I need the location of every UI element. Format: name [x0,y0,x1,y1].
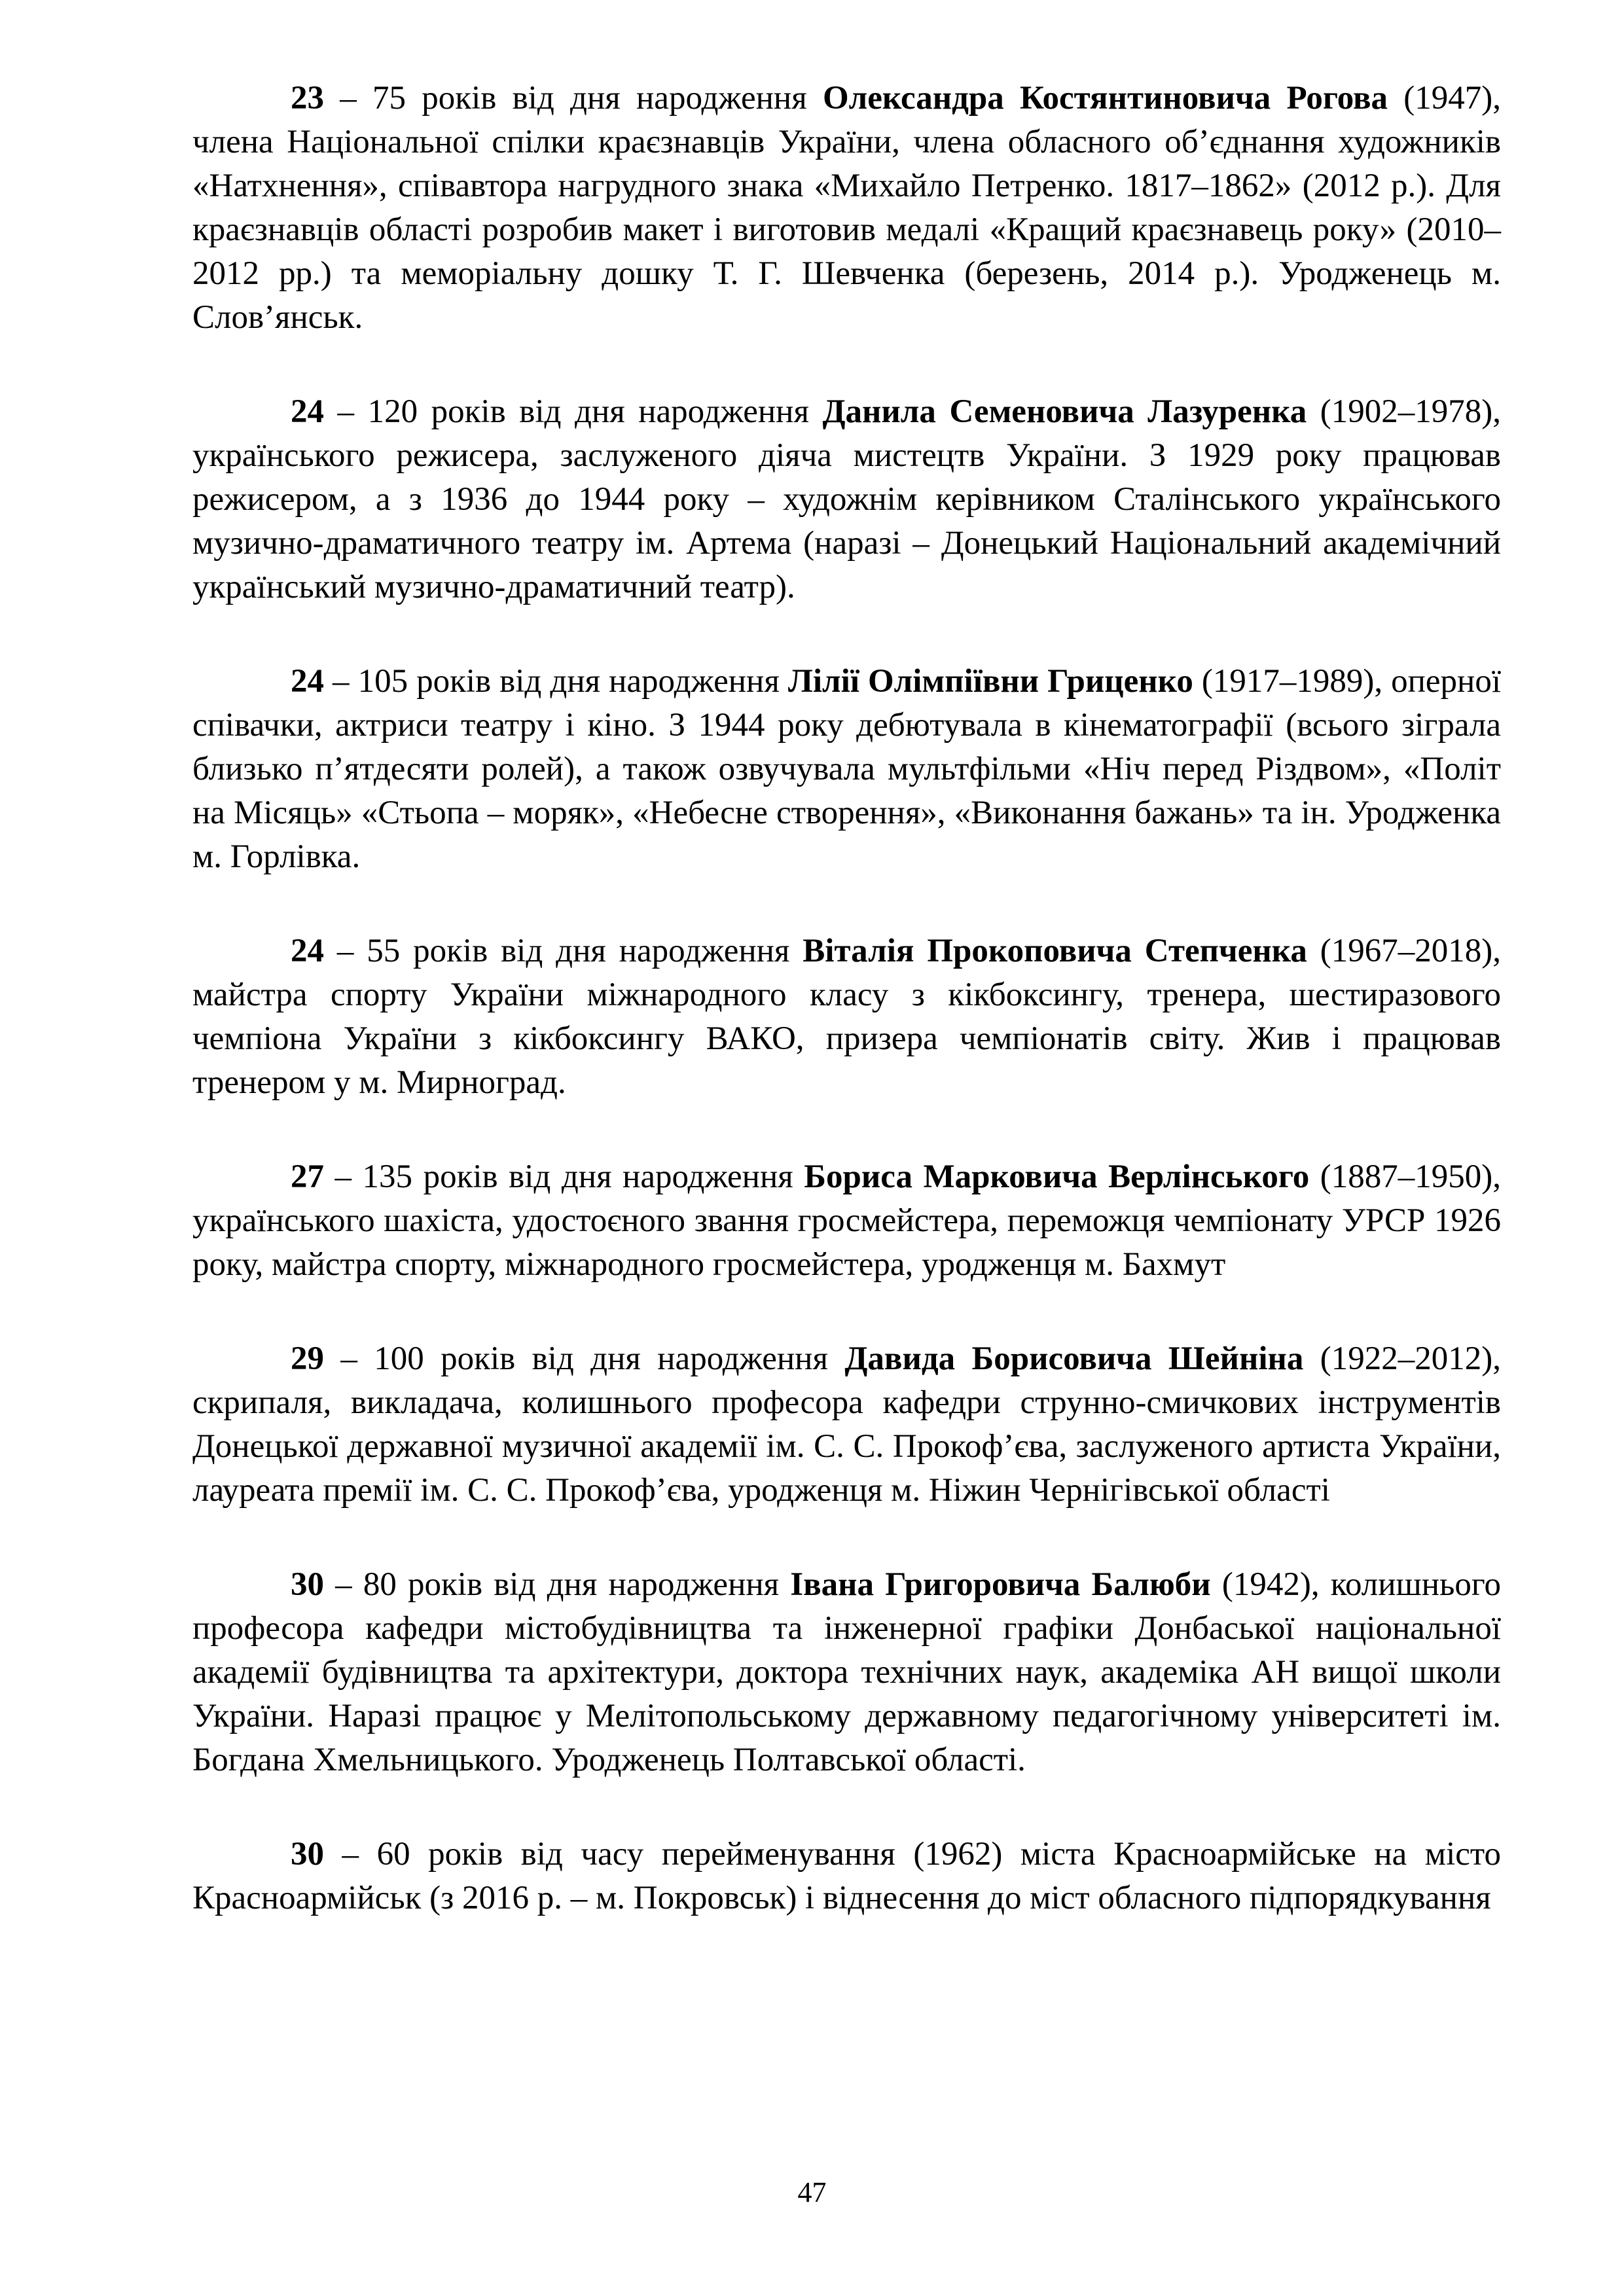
entry-description: (1917–1989), оперної співачки, актриси театру і кіно. З 1944 року дебютувала в кінематографії (всього зіграла близько п’ятдесяти ролей), а також озвучувала мультфільми «Ніч перед Різдвом», «Політ на Місяць» «Стьопа – моряк», «Небесне створення», «Виконання бажань» та ін. Уродженка м. Горлівка. [192,663,1502,875]
entry-person-name: Лілії Олімпіївни Гриценко [787,663,1193,700]
entry-date: 23 [291,80,324,117]
entry-person-name: Олександра Костянтиновича Рогова [822,80,1388,117]
calendar-entry-6 [192,1337,1501,1513]
entry-person-name: Давида Борисовича Шейніна [844,1340,1304,1377]
entry-date: 30 [291,1836,324,1873]
entry-person-name: Данила Семеновича Лазуренка [822,393,1307,430]
entry-date: 29 [291,1340,324,1377]
entry-lead: – 105 років від дня народження [324,663,788,700]
entry-date: 24 [291,663,324,700]
entry-date: 24 [291,933,324,969]
calendar-entry-3 [192,660,1501,879]
entry-description: (1922–2012), скрипаля, викладача, колишнього професора кафедри струнно-смичкових інструментів Донецької державної музичної академії ім. С. С. Прокоф’єва, заслуженого артиста України, лауреата премії ім. С. С. Прокоф’єва, уродженця м. Ніжин Чернігівської області [192,1340,1501,1509]
calendar-entry-5 [192,1155,1501,1287]
entry-lead: – 75 років від дня народження [324,80,823,117]
page-number: 47 [797,2176,827,2208]
calendar-entry-8 [192,1833,1501,1920]
entry-person-name: Бориса Марковича Верлінського [804,1158,1310,1195]
calendar-entry-1 [192,77,1501,340]
entry-date: 30 [291,1566,324,1603]
entry-lead: – 135 років від дня народження [324,1158,804,1195]
entry-description: (1902–1978), українського режисера, заслуженого діяча мистецтв України. З 1929 року працював режисером, а з 1936 до 1944 року – художнім керівником Сталінського українського музично-драматичного театру ім. Артема (наразі – Донецький Національний академічний український музично-драматичний театр). [192,393,1502,605]
entry-lead: – 60 років від часу перейменування (1962) міста Красноармійське на місто Красноармійськ (з 2016 р. – м. Покровськ) і віднесення до міст обласного підпорядкування [192,1836,1501,1916]
entry-description: (1887–1950), українського шахіста, удостоєного звання гросмейстера, переможця чемпіонату УРСР 1926 року, майстра спорту, міжнародного гросмейстера, уродженця м. Бахмут [192,1158,1502,1283]
calendar-entry-7 [192,1563,1501,1782]
entry-description: (1947), члена Національної спілки краєзнавців України, члена обласного об’єднання художників «Натхнення», співавтора нагрудного знака «Михайло Петренко. 1817–1862» (2012 р.). Для краєзнавців області розробив макет і виготовив медалі «Кращий краєзнавець року» (2010–2012 рр.) та меморіальну дошку Т. Г. Шевченка (березень, 2014 р.). Уродженець м. Слов’янськ. [192,80,1502,336]
entry-lead: – 100 років від дня народження [324,1340,845,1377]
calendar-entry-2 [192,390,1501,609]
entry-description: (1942), колишнього професора кафедри містобудівництва та інженерної графіки Донбаської національної академії будівництва та архітектури, доктора технічних наук, академіка АН вищої школи України. Наразі працює у Мелітопольському державному педагогічному університеті ім. Богдана Хмельницького. Уродженець Полтавської області. [192,1566,1501,1778]
calendar-entry-4 [192,929,1501,1105]
entry-lead: – 80 років від дня народження [324,1566,791,1603]
entry-date: 24 [291,393,324,430]
entry-description: (1967–2018), майстра спорту України міжнародного класу з кікбоксингу, тренера, шестиразового чемпіона України з кікбоксингу ВАКО, призера чемпіонатів світу. Жив і працював тренером у м. Мирноград. [192,933,1502,1101]
calendar-entries [192,77,1501,1971]
entry-date: 27 [291,1158,324,1195]
entry-person-name: Віталія Прокоповича Степченка [803,933,1307,969]
entry-lead: – 120 років від дня народження [324,393,823,430]
entry-lead: – 55 років від дня народження [324,933,803,969]
entry-person-name: Івана Григоровича Балюби [790,1566,1211,1603]
